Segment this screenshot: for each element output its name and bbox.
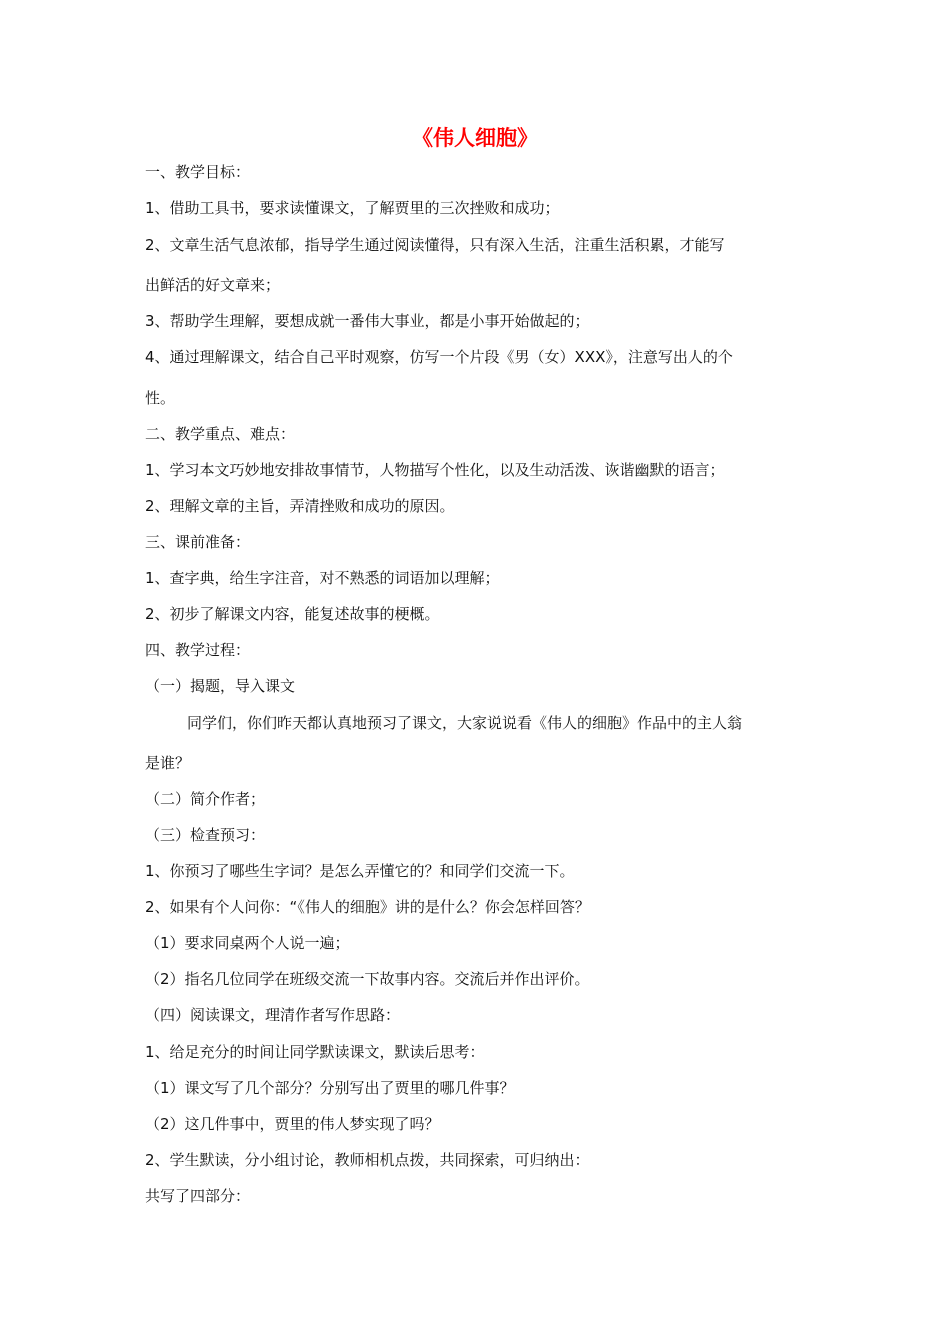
text-line: 性。 xyxy=(145,389,176,407)
document-title: 《伟人细胞》 xyxy=(412,126,538,150)
text-line: 1、查字典，给生字注音，对不熟悉的词语加以理解； xyxy=(145,569,500,587)
text-line: 同学们，你们昨天都认真地预习了课文，大家说说看《伟人的细胞》作品中的主人翁 xyxy=(187,714,743,732)
text-line: 3、帮助学生理解，要想成就一番伟大事业，都是小事开始做起的； xyxy=(145,312,590,330)
text-line: 1、借助工具书，要求读懂课文，了解贾里的三次挫败和成功； xyxy=(145,199,560,217)
text-line: 1、学习本文巧妙地安排故事情节，人物描写个性化，以及生动活泼、诙谐幽默的语言； xyxy=(145,461,725,479)
text-line: （四）阅读课文，理清作者写作思路： xyxy=(145,1006,401,1024)
text-line: 4、通过理解课文，结合自己平时观察，仿写一个片段《男（女）XXX》，注意写出人的个 xyxy=(145,348,733,366)
text-line: 2、如果有个人问你：“《伟人的细胞》讲的是什么？你会怎样回答？ xyxy=(145,898,590,916)
text-line: （三）检查预习： xyxy=(145,826,266,844)
text-line: （2）指名几位同学在班级交流一下故事内容。交流后并作出评价。 xyxy=(145,970,590,988)
text-line: 二、教学重点、难点： xyxy=(145,425,296,443)
text-line: 2、学生默读，分小组讨论，教师相机点拨，共同探索，可归纳出： xyxy=(145,1151,590,1169)
text-line: （2）这几件事中，贾里的伟人梦实现了吗？ xyxy=(145,1115,440,1133)
text-line: 1、你预习了哪些生字词？是怎么弄懂它的？和同学们交流一下。 xyxy=(145,862,575,880)
text-line: （1）课文写了几个部分？分别写出了贾里的哪几件事？ xyxy=(145,1079,515,1097)
text-line: （1）要求同桌两个人说一遍； xyxy=(145,934,350,952)
text-line: 一、教学目标： xyxy=(145,163,251,181)
text-line: 1、给足充分的时间让同学默读课文，默读后思考： xyxy=(145,1043,485,1061)
text-line: 共写了四部分： xyxy=(145,1187,251,1205)
text-line: （一）揭题，导入课文 xyxy=(145,677,296,695)
text-line: 2、文章生活气息浓郁，指导学生通过阅读懂得，只有深入生活，注重生活积累，才能写 xyxy=(145,236,725,254)
text-line: 是谁？ xyxy=(145,754,191,772)
text-line: 出鲜活的好文章来； xyxy=(145,276,281,294)
text-line: 三、课前准备： xyxy=(145,533,251,551)
text-line: （二）简介作者； xyxy=(145,790,266,808)
text-line: 2、初步了解课文内容，能复述故事的梗概。 xyxy=(145,605,440,623)
text-line: 2、理解文章的主旨，弄清挫败和成功的原因。 xyxy=(145,497,455,515)
text-line: 四、教学过程： xyxy=(145,641,251,659)
